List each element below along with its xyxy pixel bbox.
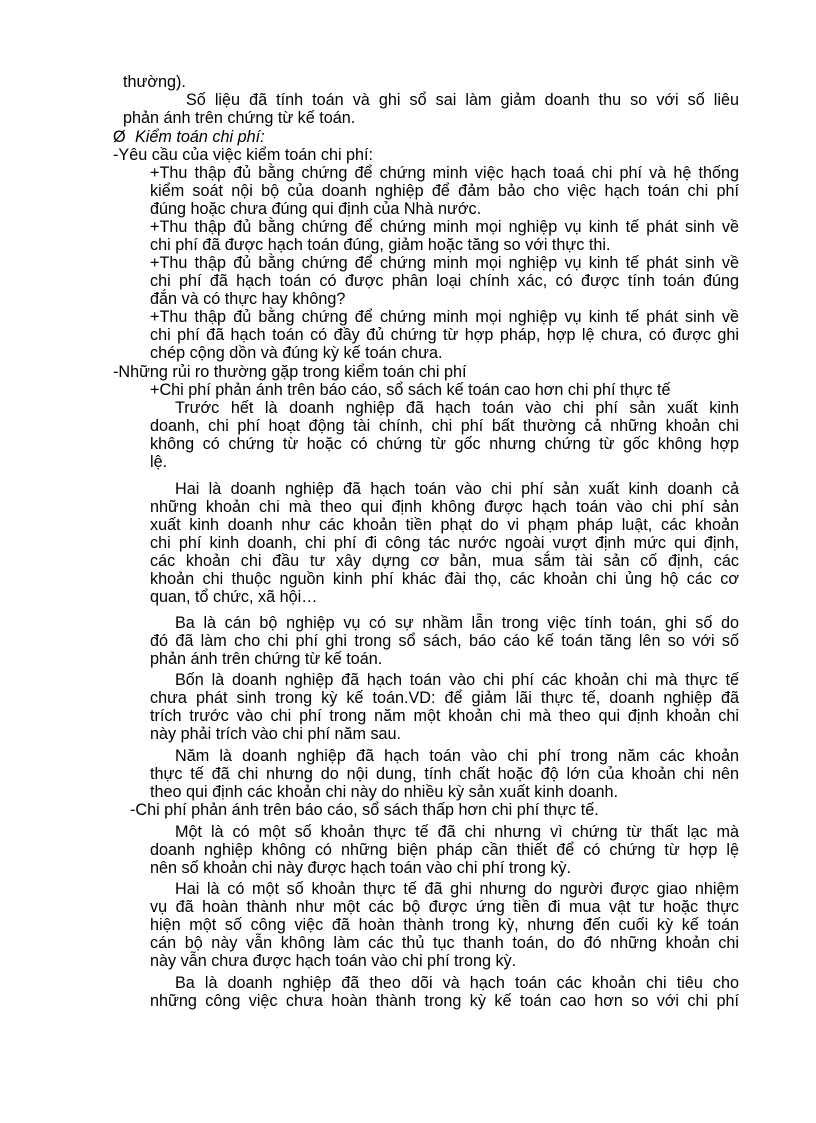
- text-line: Năm là doanh nghiệp đã hạch toán vào chi phí trong năm các khoản: [175, 747, 739, 765]
- text-line: phản ánh trên chứng từ kế toán.: [150, 650, 383, 668]
- text-line: đó đã làm cho chi phí ghi trong sổ sách, báo cáo kế toán tăng lên so với số: [150, 632, 739, 650]
- text-line: các khoản chi đầu tư xây dựng cơ bản, mua sắm tài sản cố định, các: [150, 552, 739, 570]
- text-line: chi phí đã hạch toán có được phân loại chính xác, có được tính toán đúng: [150, 272, 739, 290]
- text-line: +Thu thập đủ bằng chứng để chứng minh mọi nghiệp vụ kinh tế phát sinh về: [150, 308, 739, 326]
- text-line: chép cộng dồn và đúng kỳ kế toán chưa.: [150, 344, 443, 362]
- text-line: những khoản chi mà theo qui định không được hạch toán vào chi phí sản: [150, 498, 739, 516]
- text-line: +Thu thập đủ bằng chứng để chứng minh mọi nghiệp vụ kinh tế phát sinh về: [150, 254, 739, 272]
- text-line: phản ánh trên chứng từ kế toán.: [123, 109, 356, 127]
- text-line: doanh nghiệp không có những biện pháp cần thiết để có chứng từ hợp lệ: [150, 841, 739, 859]
- text-line: Ba là cán bộ nghiệp vụ có sự nhầm lẫn trong việc tính toán, ghi số do: [175, 614, 739, 632]
- text-line: quan, tổ chức, xã hội…: [150, 588, 318, 606]
- text-line: trích trước vào chi phí trong năm một khoản chi mà theo qui định khoản chi: [150, 707, 739, 725]
- text-line: +Thu thập đủ bằng chứng để chứng minh việc hạch toaá chi phí và hệ thống: [150, 164, 739, 182]
- text-line: chi phí kinh doanh, chi phí đi công tác nước ngoài vượt định mức qui định,: [150, 534, 739, 552]
- text-line: này phải trích vào chi phí năm sau.: [150, 725, 402, 743]
- text-line: đúng hoặc chưa đúng qui định của Nhà nước.: [150, 200, 482, 218]
- text-line: không có chứng từ hoặc có chứng từ gốc nhưng chứng từ gốc không hợp: [150, 435, 739, 453]
- text-line: chưa phát sinh trong kỳ kế toán.VD: để giảm lãi thực tế, doanh nghiệp đã: [150, 689, 739, 707]
- text-line: chi phí đã được hạch toán đúng, giảm hoặc tăng so với thực thi.: [150, 236, 611, 254]
- text-line: -Những rủi ro thường gặp trong kiểm toán chi phí: [113, 363, 467, 381]
- text-line: theo qui định các khoản chi này do nhiều kỳ sản xuất kinh doanh.: [150, 783, 618, 801]
- text-line: những công việc chưa hoàn thành trong kỳ kế toán cao hơn so với chi phí: [150, 992, 739, 1010]
- text-line: Trước hết là doanh nghiệp đã hạch toán vào chi phí sản xuất kinh: [175, 399, 739, 417]
- text-line: cán bộ này vẫn không làm các thủ tục thanh toán, do đó những khoản chi: [150, 934, 739, 952]
- text-line: doanh, chi phí hoạt động tài chính, chi phí bất thường cả những khoản chi: [150, 417, 739, 435]
- text-line: đắn và có thực hay không?: [150, 290, 346, 308]
- text-line: hiện một số công việc đã hoàn thành trong kỳ, nhưng đến cuối kỳ kế toán: [150, 916, 739, 934]
- text-line: thường).: [123, 73, 186, 91]
- text-line: này vẫn chưa được hạch toán vào chi phí trong kỳ.: [150, 952, 517, 970]
- text-line: +Thu thập đủ bằng chứng để chứng minh mọi nghiệp vụ kinh tế phát sinh về: [150, 218, 739, 236]
- text-line: xuất kinh doanh như các khoản tiền phạt do vi phạm pháp luật, các khoản: [150, 516, 739, 534]
- text-line: nên số khoản chi này được hạch toán vào chi phí trong kỳ.: [150, 859, 572, 877]
- text-line: thực tế đã chi nhưng do nội dung, tính chất hoặc độ lớn của khoản chi nên: [150, 765, 739, 783]
- arrow-bullet-icon: Ø: [113, 128, 126, 146]
- heading-text: Kiểm toán chi phí:: [135, 128, 265, 146]
- text-line: Ba là doanh nghiệp đã theo dõi và hạch toán các khoản chi tiêu cho: [175, 974, 739, 992]
- section-heading: [113, 129, 265, 147]
- text-line: khoản chi thuộc nguồn kinh phí khác đài thọ, các khoản chi ủng hộ các cơ: [150, 570, 739, 588]
- text-line: Hai là doanh nghiệp đã hạch toán vào chi phí sản xuất kinh doanh cả: [175, 480, 739, 498]
- text-line: Hai là có một số khoản thực tế đã ghi nhưng do người được giao nhiệm: [175, 880, 739, 898]
- text-line: lệ.: [150, 453, 168, 471]
- text-line: vụ đã hoàn thành như một các bộ được ứng tiền đi mua vật tư hoặc thực: [150, 898, 739, 916]
- text-line: chi phí đã hạch toán có đầy đủ chứng từ hợp pháp, hợp lệ chưa, có được ghi: [150, 326, 739, 344]
- text-line: kiểm soát nội bộ của doanh nghiệp để đảm bảo cho việc hạch toán chi phí: [150, 182, 739, 200]
- text-line: -Yêu cầu của việc kiểm toán chi phí:: [113, 146, 374, 164]
- text-line: -Chi phí phản ánh trên báo cáo, sổ sách thấp hơn chi phí thực tế.: [130, 801, 599, 819]
- text-line: Một là có một số khoản thực tế đã chi nhưng vì chứng từ thất lạc mà: [175, 823, 739, 841]
- text-line: Bốn là doanh nghiệp đã hạch toán vào chi phí các khoản chi mà thực tế: [175, 671, 739, 689]
- text-line: Số liệu đã tính toán và ghi sổ sai làm giảm doanh thu so với số liêu: [186, 91, 739, 109]
- text-line: +Chi phí phản ánh trên báo cáo, sổ sách kế toán cao hơn chi phí thực tế: [150, 381, 671, 399]
